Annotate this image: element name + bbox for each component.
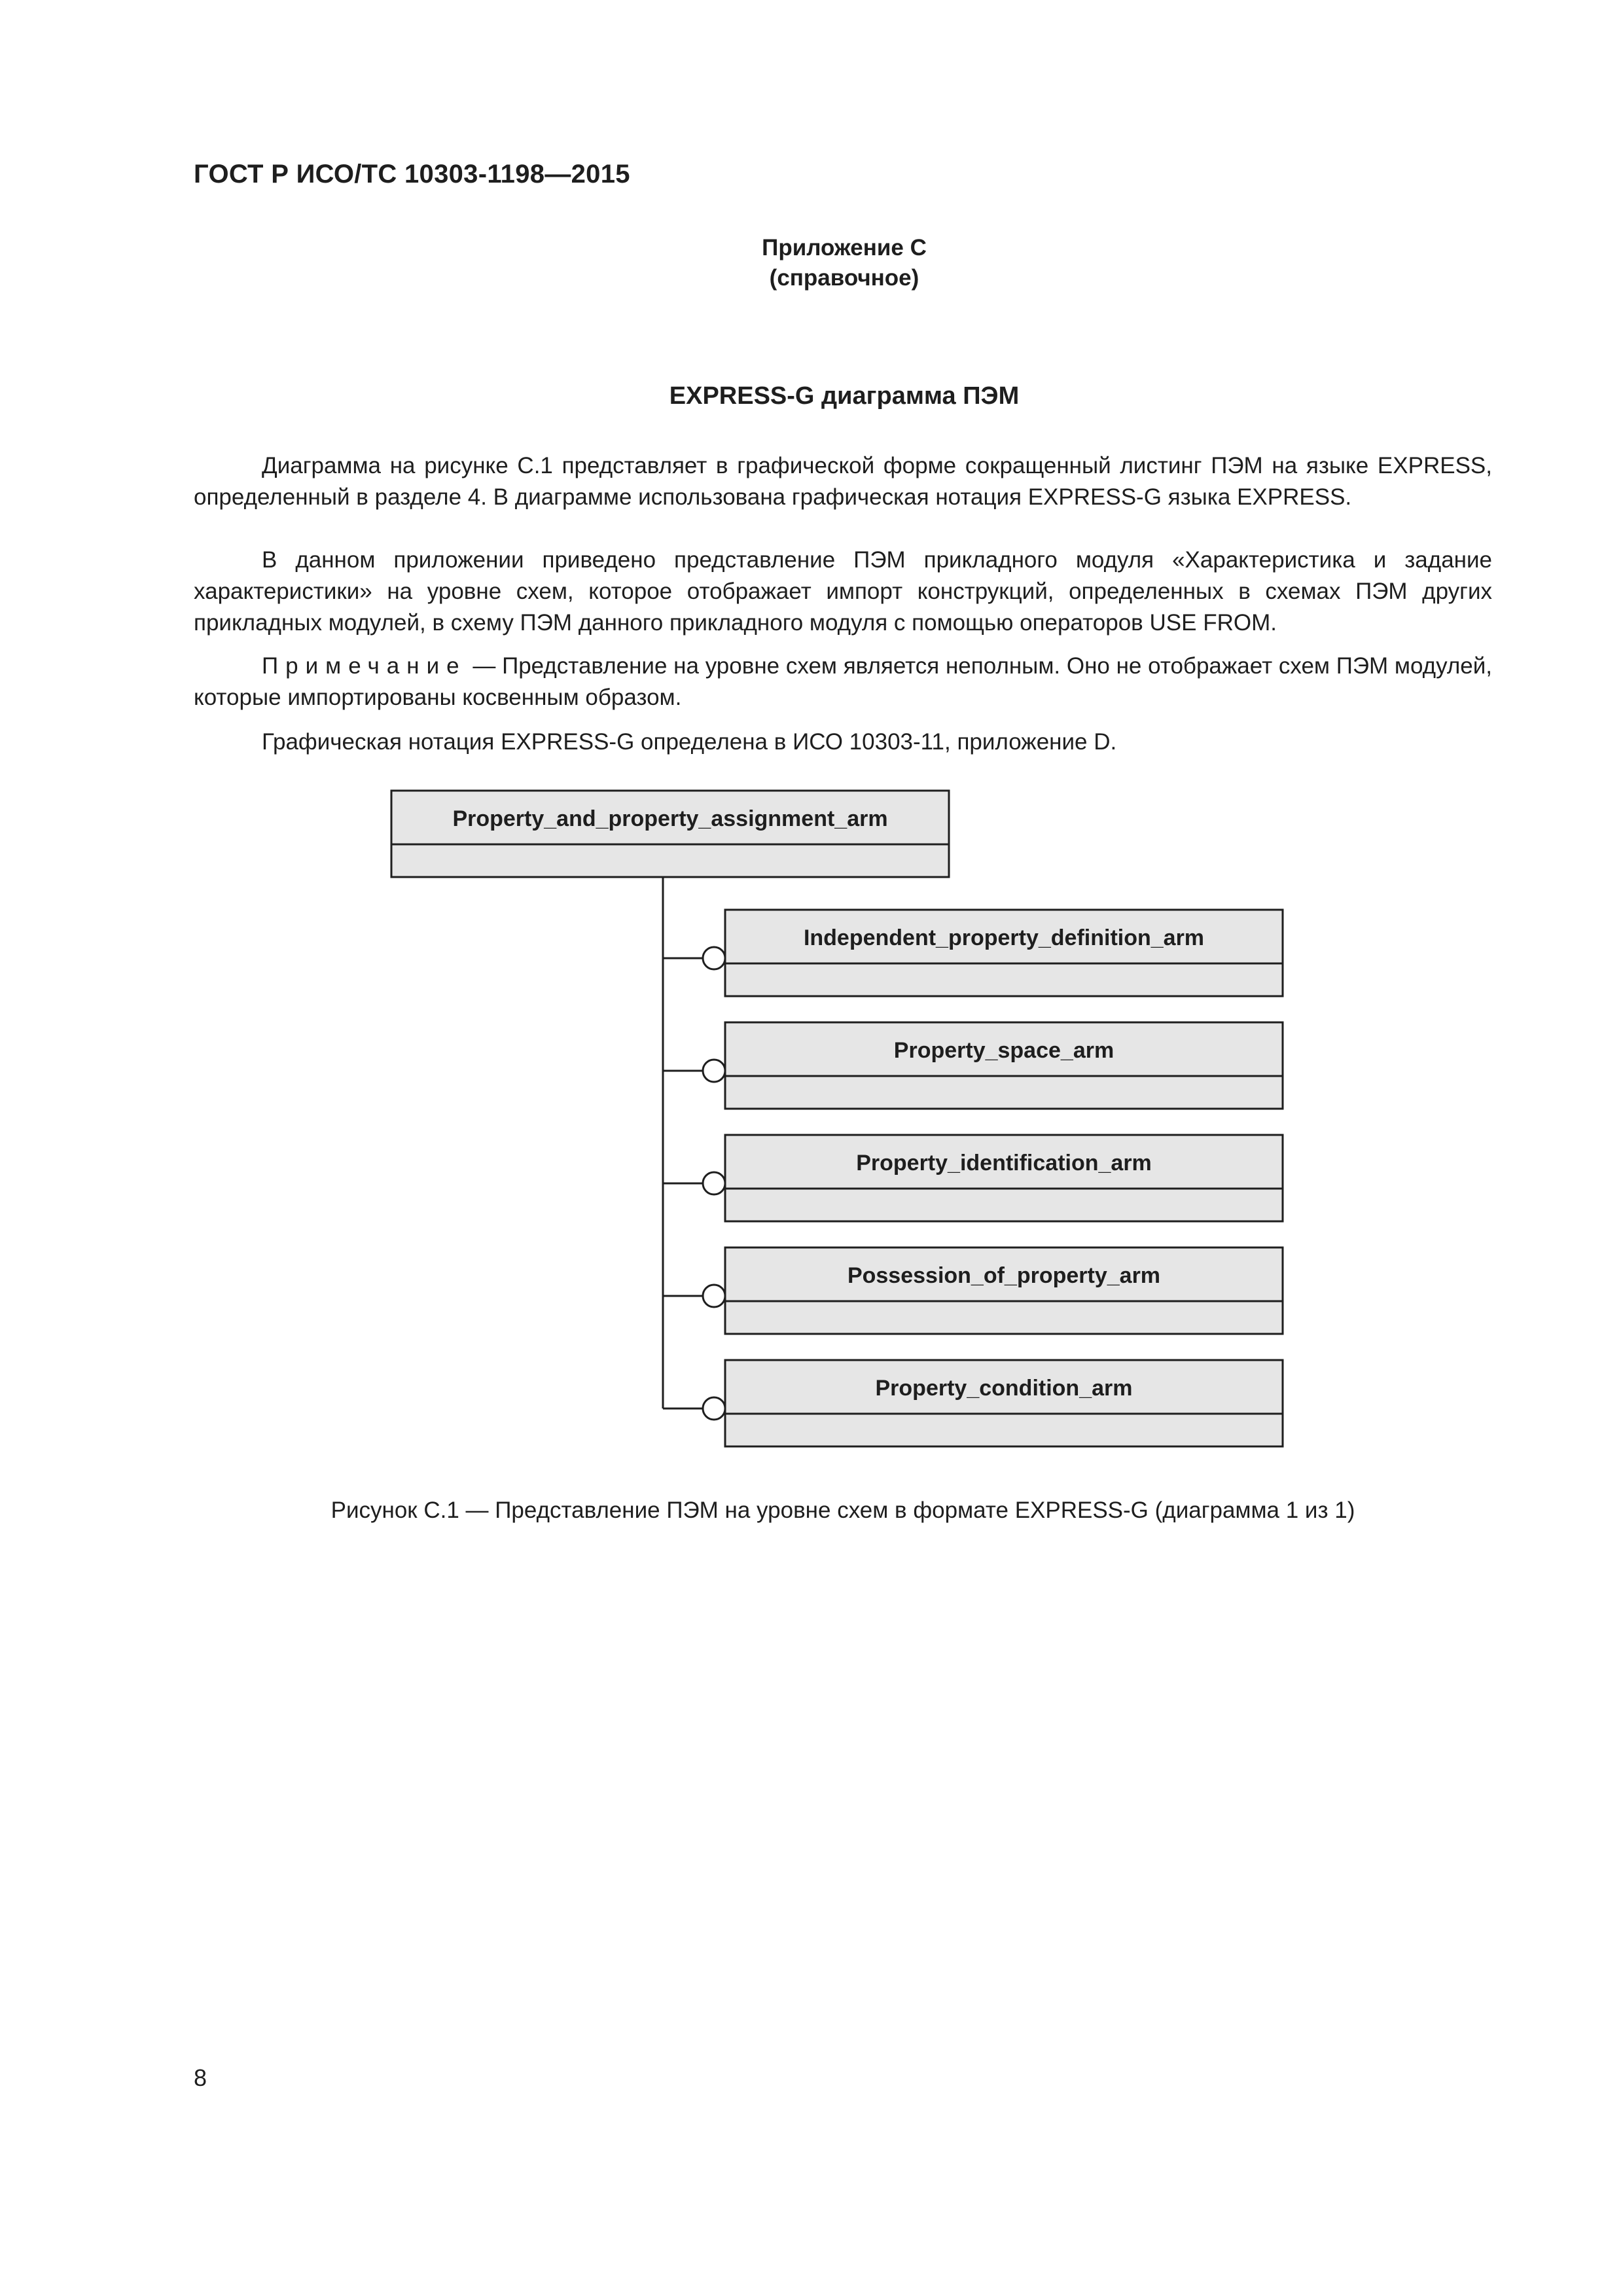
figure-caption: Рисунок С.1 — Представление ПЭМ на уровне схем в формате EXPRESS-G (диаграмма 1 из 1) <box>330 1498 1355 1523</box>
schema-child-attribute-area <box>725 963 1283 996</box>
paragraph-description: В данном приложении приведено представление ПЭМ прикладного модуля «Характеристика и задание характеристики» на уровне схем, которое отображает импорт конструкций, определенных в схемах ПЭМ других прикладных модулей, в схему ПЭМ данного прикладного модуля с помощью операторов USE FROM. <box>194 547 1492 636</box>
schema-child-name: Independent_property_definition_arm <box>803 925 1205 950</box>
schema-child-name: Property_condition_arm <box>875 1376 1133 1401</box>
use-from-circle <box>703 1285 725 1307</box>
document-header: ГОСТ Р ИСО/ТС 10303-1198—2015 <box>194 160 630 188</box>
schema-child-attribute-area <box>725 1414 1283 1446</box>
page-number: 8 <box>194 2064 207 2091</box>
use-from-circle <box>703 947 725 969</box>
schema-root-name: Property_and_property_assignment_arm <box>452 806 888 831</box>
use-from-circle <box>703 1172 725 1194</box>
use-from-circle <box>703 1397 725 1420</box>
schema-child-name: Possession_of_property_arm <box>847 1263 1161 1288</box>
use-from-circle <box>703 1060 725 1082</box>
schema-child-attribute-area <box>725 1189 1283 1221</box>
annex-label: Приложение С <box>762 235 927 260</box>
note-text: — Представление на уровне схем является неполным. Оно не отображает схем ПЭМ модулей, которые импортированы косвенным образом. <box>194 653 1492 710</box>
annex-type: (справочное) <box>769 265 919 291</box>
schema-child-name: Property_identification_arm <box>856 1151 1152 1175</box>
paragraph-notation: Графическая нотация EXPRESS-G определена в ИСО 10303-11, приложение D. <box>262 729 1117 755</box>
schema-root-attribute-area <box>391 844 949 877</box>
schema-child-attribute-area <box>725 1301 1283 1334</box>
annex-title: EXPRESS-G диаграмма ПЭМ <box>669 382 1020 410</box>
schema-child-name: Property_space_arm <box>893 1038 1115 1063</box>
note-label: Примечание <box>262 653 467 679</box>
schema-child-attribute-area <box>725 1076 1283 1109</box>
paragraph-intro: Диаграмма на рисунке С.1 представляет в графической форме сокращенный листинг ПЭМ на языке EXPRESS, определенный в разделе 4. В диаграмме использована графическая нотация EXPRESS-G языка EXPRESS. <box>194 453 1492 510</box>
